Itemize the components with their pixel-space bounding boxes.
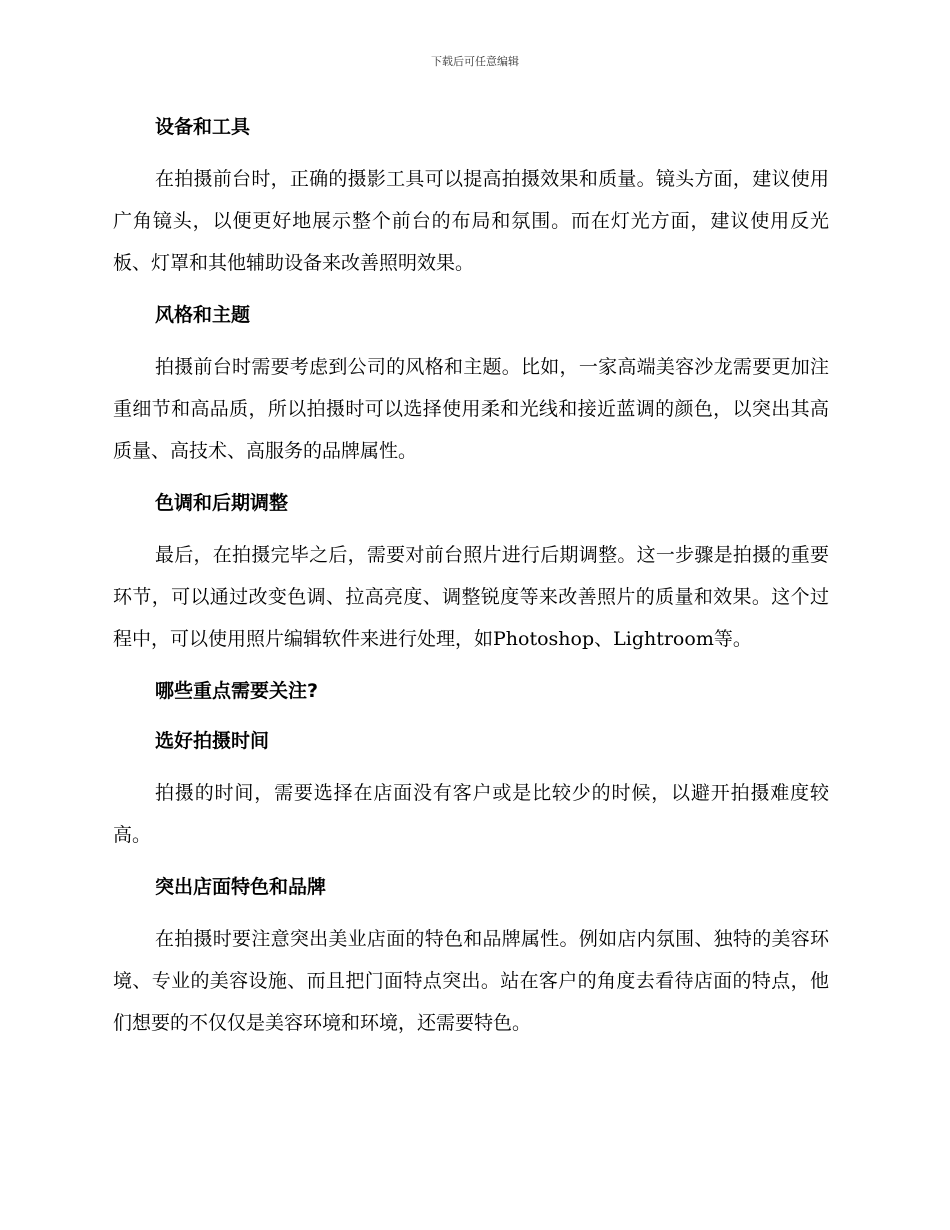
section-paragraph-equipment: 在拍摄前台时，正确的摄影工具可以提高拍摄效果和质量。镜头方面，建议使用广角镜头，以便更好地展示整个前台的布局和氛围。而在灯光方面，建议使用反光板、灯罩和其他辅助设备来改善照明效果。 <box>113 168 829 274</box>
section-paragraph-color: 最后，在拍摄完毕之后，需要对前台照片进行后期调整。这一步骤是拍摄的重要环节，可以通过改变色调、拉高亮度、调整锐度等来改善照片的质量和效果。这个过程中，可以使用照片编辑软件来进行处理，如Photoshop、Lightroom等。 <box>113 544 829 650</box>
section-heading-color: 色调和后期调整 <box>155 492 289 514</box>
section-heading-timing: 选好拍摄时间 <box>155 730 270 752</box>
section-heading-branding: 突出店面特色和品牌 <box>155 876 327 898</box>
page-header-note: 下载后可任意编辑 <box>431 55 519 68</box>
section-paragraph-style: 拍摄前台时需要考虑到公司的风格和主题。比如，一家高端美容沙龙需要更加注重细节和高品质，所以拍摄时可以选择使用柔和光线和接近蓝调的颜色，以突出其高质量、高技术、高服务的品牌属性。 <box>113 356 829 462</box>
section-paragraph-branding: 在拍摄时要注意突出美业店面的特色和品牌属性。例如店内氛围、独特的美容环境、专业的美容设施、而且把门面特点突出。站在客户的角度去看待店面的特点，他们想要的不仅仅是美容环境和环境，还需要特色。 <box>113 928 829 1034</box>
document-body <box>113 108 829 1044</box>
section-heading-style: 风格和主题 <box>155 304 251 326</box>
section-heading-focus: 哪些重点需要关注? <box>155 680 319 702</box>
section-paragraph-timing: 拍摄的时间，需要选择在店面没有客户或是比较少的时候，以避开拍摄难度较高。 <box>113 782 829 846</box>
section-heading-equipment: 设备和工具 <box>155 116 251 138</box>
